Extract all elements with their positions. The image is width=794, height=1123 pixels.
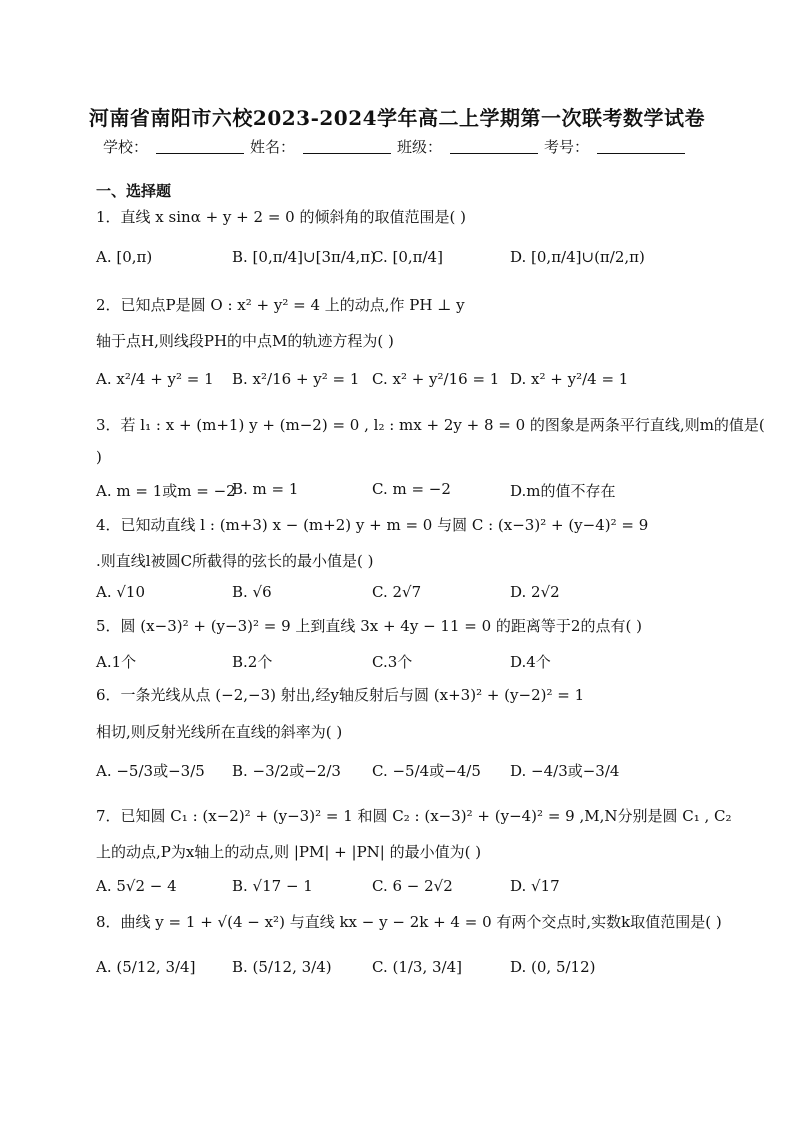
q2-stem-line2: 轴于点H,则线段PH的中点M的轨迹方程为( ) <box>96 332 394 350</box>
exam-number-label: 考号： <box>544 138 590 156</box>
q7-option-d: D. √17 <box>510 877 560 895</box>
exam-title: 河南省南阳市六校2023-2024学年高二上学期第一次联考数学试卷 <box>88 106 706 130</box>
q7-stem-line1: 7．已知圆 C₁ : (x−2)² + (y−3)² = 1 和圆 C₂ : (x−3)² + (y−4)² = 9 ,M,N分别是圆 C₁ , C₂ <box>96 807 732 825</box>
exam-number-blank[interactable] <box>597 139 685 154</box>
q2-option-a: A. x²/4 + y² = 1 <box>96 370 214 388</box>
q3-option-a: A. m = 1或m = −2 <box>96 482 236 500</box>
q4-option-a: A. √10 <box>96 583 146 601</box>
q5-option-b: B.2个 <box>232 653 273 671</box>
q3-stem-line1: 3．若 l₁ : x + (m+1) y + (m−2) = 0 , l₂ : mx + 2y + 8 = 0 的图象是两条平行直线,则m的值是( <box>96 416 765 434</box>
q3-option-b: B. m = 1 <box>232 480 299 498</box>
q4-stem-line1: 4．已知动直线 l : (m+3) x − (m+2) y + m = 0 与圆 C : (x−3)² + (y−4)² = 9 <box>96 516 649 534</box>
q1-stem: 1．直线 x sinα + y + 2 = 0 的倾斜角的取值范围是( ) <box>96 208 466 226</box>
q1-option-a: A. [0,π) <box>96 248 153 266</box>
q2-option-d: D. x² + y²/4 = 1 <box>510 370 629 388</box>
q6-option-b: B. −3/2或−2/3 <box>232 762 341 780</box>
q7-option-c: C. 6 − 2√2 <box>372 877 453 895</box>
school-blank[interactable] <box>156 139 244 154</box>
q1-option-b: B. [0,π/4]∪[3π/4,π) <box>232 248 376 266</box>
q6-option-c: C. −5/4或−4/5 <box>372 762 481 780</box>
q5-option-a: A.1个 <box>96 653 137 671</box>
section-title: 一、选择题 <box>96 182 172 200</box>
q8-option-d: D. (0, 5/12) <box>510 958 596 976</box>
q7-stem-line2: 上的动点,P为x轴上的动点,则 |PM| + |PN| 的最小值为( ) <box>96 843 482 861</box>
q4-option-d: D. 2√2 <box>510 583 560 601</box>
q3-option-c: C. m = −2 <box>372 480 451 498</box>
name-blank[interactable] <box>303 139 391 154</box>
q1-option-c: C. [0,π/4] <box>372 248 443 266</box>
class-label: 班级： <box>397 138 443 156</box>
q4-option-b: B. √6 <box>232 583 272 601</box>
student-info-row <box>0 136 794 157</box>
q6-stem-line1: 6．一条光线从点 (−2,−3) 射出,经y轴反射后与圆 (x+3)² + (y−2)² = 1 <box>96 686 585 704</box>
q4-option-c: C. 2√7 <box>372 583 422 601</box>
q7-option-a: A. 5√2 − 4 <box>96 877 177 895</box>
q8-option-b: B. (5/12, 3/4) <box>232 958 332 976</box>
class-blank[interactable] <box>450 139 538 154</box>
q8-option-c: C. (1/3, 3/4] <box>372 958 462 976</box>
q3-stem-line2: ) <box>96 448 102 466</box>
name-label: 姓名： <box>249 138 295 156</box>
q2-option-b: B. x²/16 + y² = 1 <box>232 370 360 388</box>
q5-stem: 5．圆 (x−3)² + (y−3)² = 9 上到直线 3x + 4y − 11 = 0 的距离等于2的点有( ) <box>96 617 642 635</box>
q3-option-d: D.m的值不存在 <box>510 482 616 500</box>
q8-stem: 8．曲线 y = 1 + √(4 − x²) 与直线 kx − y − 2k + 4 = 0 有两个交点时,实数k取值范围是( ) <box>96 913 722 931</box>
q7-option-b: B. √17 − 1 <box>232 877 313 895</box>
q6-stem-line2: 相切,则反射光线所在直线的斜率为( ) <box>96 723 343 741</box>
q5-option-c: C.3个 <box>372 653 413 671</box>
school-label: 学校： <box>102 138 148 156</box>
q1-option-d: D. [0,π/4]∪(π/2,π) <box>510 248 645 266</box>
q6-option-d: D. −4/3或−3/4 <box>510 762 620 780</box>
q2-option-c: C. x² + y²/16 = 1 <box>372 370 500 388</box>
q8-option-a: A. (5/12, 3/4] <box>96 958 196 976</box>
q4-stem-line2: .则直线l被圆C所截得的弦长的最小值是( ) <box>96 552 374 570</box>
q6-option-a: A. −5/3或−3/5 <box>96 762 205 780</box>
q2-stem-line1: 2．已知点P是圆 O : x² + y² = 4 上的动点,作 PH ⊥ y <box>96 296 465 314</box>
q5-option-d: D.4个 <box>510 653 551 671</box>
